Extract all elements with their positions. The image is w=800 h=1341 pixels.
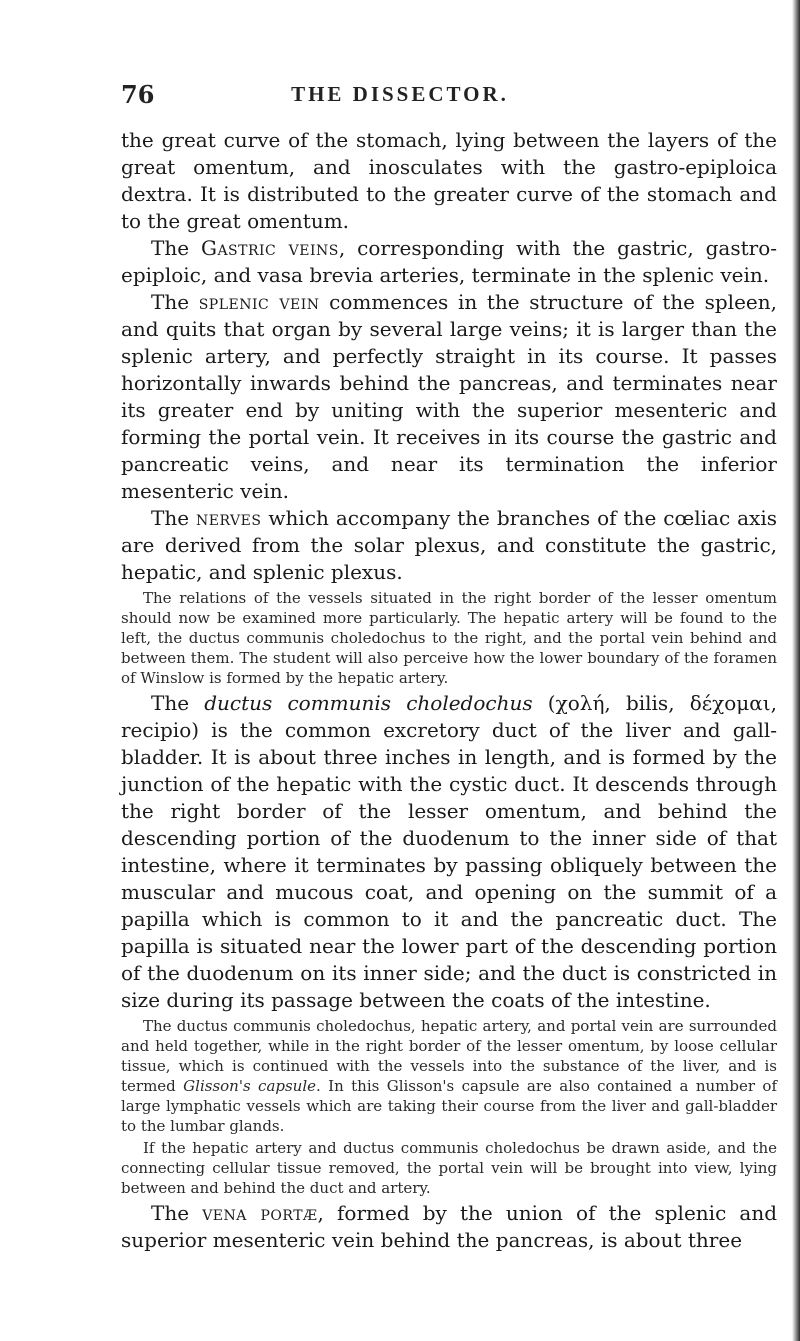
term-gastric-veins: Gastric veins	[200, 236, 339, 260]
paragraph-gastro-epiploic: the great curve of the stomach, lying between the layers of the great omentum, and inosculates with the gastro-epiploica dextra. It is distributed to the greater curve of the stomach and to the great omentum.	[121, 128, 777, 233]
paragraph-ductus-communis: The ductus communis choledochus (χολή, bilis, δέχομαι, recipio) is the common excretory duct of the liver and gall-bladder. It is about three inches in length, and is formed by the junction of the hepatic with the cystic duct. It descends through the right border of the lesser omentum, and behind the descending portion of the duodenum to the inner side of that intestine, where it terminates by passing obliquely between the muscular and mucous coat, and opening on the summit of a papilla which is common to it and the pancreatic duct. The papilla is situated near the lower part of the descending portion of the duodenum on its inner side; and the duct is constricted in size during its passage between the coats of the intestine.	[121, 691, 777, 1012]
page-number: 76	[121, 80, 155, 109]
paragraph-vena-portae: The vena portæ, formed by the union of the splenic and superior mesenteric vein behind the pancreas, is about three	[121, 1201, 778, 1252]
term-splenic-vein: splenic vein	[198, 290, 320, 314]
term-vena-portae: vena portæ	[202, 1201, 318, 1225]
term-glissons-capsule: Glisson's capsule	[183, 1077, 317, 1095]
paragraph-nerves: The nerves which accompany the branches of the cœliac axis are derived from the solar plexus, and constitute the gastric, hepatic, and splenic plexus.	[121, 506, 777, 584]
page-body	[121, 127, 777, 1254]
note-glissons-capsule: The ductus communis choledochus, hepatic artery, and portal vein are surrounded and held together, while in the right border of the lesser omentum, by loose cellular tissue, which is continued with the vessels into the substance of the liver, and is termed Glisson's capsule. In this Glisson's capsule are also contained a number of large lymphatic vessels which are taking their course from the liver and gall-bladder to the lumbar glands.	[121, 1017, 778, 1135]
page-edge-shadow	[792, 0, 800, 1341]
note-portal-vein-view: If the hepatic artery and ductus communis choledochus be drawn aside, and the connecting cellular tissue removed, the portal vein will be brought into view, lying between and behind the duct and artery.	[121, 1139, 777, 1197]
term-nerves: nerves	[196, 506, 262, 530]
note-vessel-relations: The relations of the vessels situated in the right border of the lesser omentum should now be examined more particularly. The hepatic artery will be found to the left, the ductus communis choledochus to the right, and the portal vein behind and between them. The student will also perceive how the lower boundary of the foramen of Winslow is formed by the hepatic artery.	[121, 589, 777, 687]
paragraph-gastric-veins: The Gastric veins, corresponding with the gastric, gastro-epiploic, and vasa brevia arteries, terminate in the splenic vein.	[121, 236, 777, 287]
page-header	[0, 80, 800, 110]
term-ductus-communis: ductus communis choledochus	[204, 691, 533, 715]
running-title: THE DISSECTOR.	[291, 82, 509, 106]
paragraph-splenic-vein: The splenic vein commences in the structure of the spleen, and quits that organ by several large veins; it is larger than the splenic artery, and perfectly straight in its course. It passes horizontally inwards behind the pancreas, and terminates near its greater end by uniting with the superior mesenteric and forming the portal vein. It receives in its course the gastric and pancreatic veins, and near its termination the inferior mesenteric vein.	[121, 290, 777, 503]
